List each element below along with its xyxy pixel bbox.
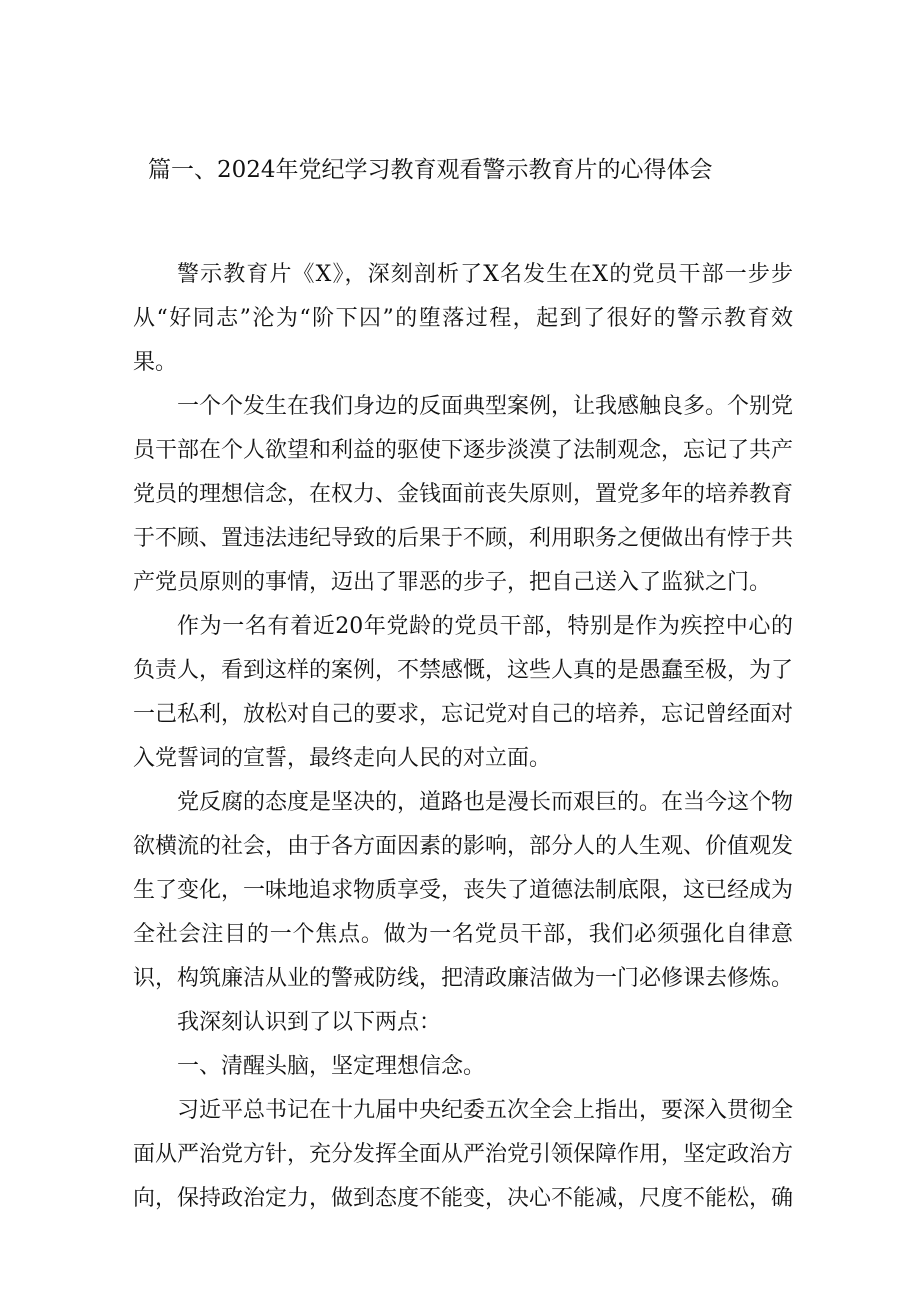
paragraph-6: 习近平总书记在十九届中央纪委五次全会上指出，要深入贯彻全面从严治党方针，充分发挥全面从严治党引领保障作用，坚定政治方向，保持政治定力，做到态度不能变，决心不能减，尺度不能松，确 (133, 1098, 794, 1211)
document-body (133, 253, 793, 1221)
paragraph-2: 一个个发生在我们身边的反面典型案例，让我感触良多。个别党员干部在个人欲望和利益的驱使下逐步淡漠了法制观念，忘记了共产党员的理想信念，在权力、金钱面前丧失原则，置党多年的培养教育于不顾、置违法违纪导致的后果于不顾，利用职务之便做出有悖于共产党员原则的事情，迈出了罪恶的步子，把自己送入了监狱之门。 (133, 394, 794, 595)
paragraph-3: 作为一名有着近20年党龄的党员干部，特别是作为疾控中心的负责人，看到这样的案例，不禁感慨，这些人真的是愚蠢至极，为了一己私利，放松对自己的要求，忘记党对自己的培养，忘记曾经面对入党誓词的宣誓，最终走向人民的对立面。 (133, 614, 794, 771)
paragraph-5: 我深刻认识到了以下两点： (177, 1010, 442, 1035)
paragraph-1: 警示教育片《X》，深刻剖析了X名发生在X的党员干部一步步从“好同志”沦为“阶下囚”的堕落过程，起到了很好的警示教育效果。 (133, 262, 793, 375)
section-heading-1: 一、清醒头脑，坚定理想信念。 (177, 1054, 486, 1079)
paragraph-4: 党反腐的态度是坚决的，道路也是漫长而艰巨的。在当今这个物欲横流的社会，由于各方面因素的影响，部分人的人生观、价值观发生了变化，一味地追求物质享受，丧失了道德法制底限，这已经成为全社会注目的一个焦点。做为一名党员干部，我们必须强化自律意识，构筑廉洁从业的警戒防线，把清政廉洁做为一门必修课去修炼。 (133, 790, 794, 991)
document-title: 篇一、2024年党纪学习教育观看警示教育片的心得体会 (148, 157, 713, 183)
